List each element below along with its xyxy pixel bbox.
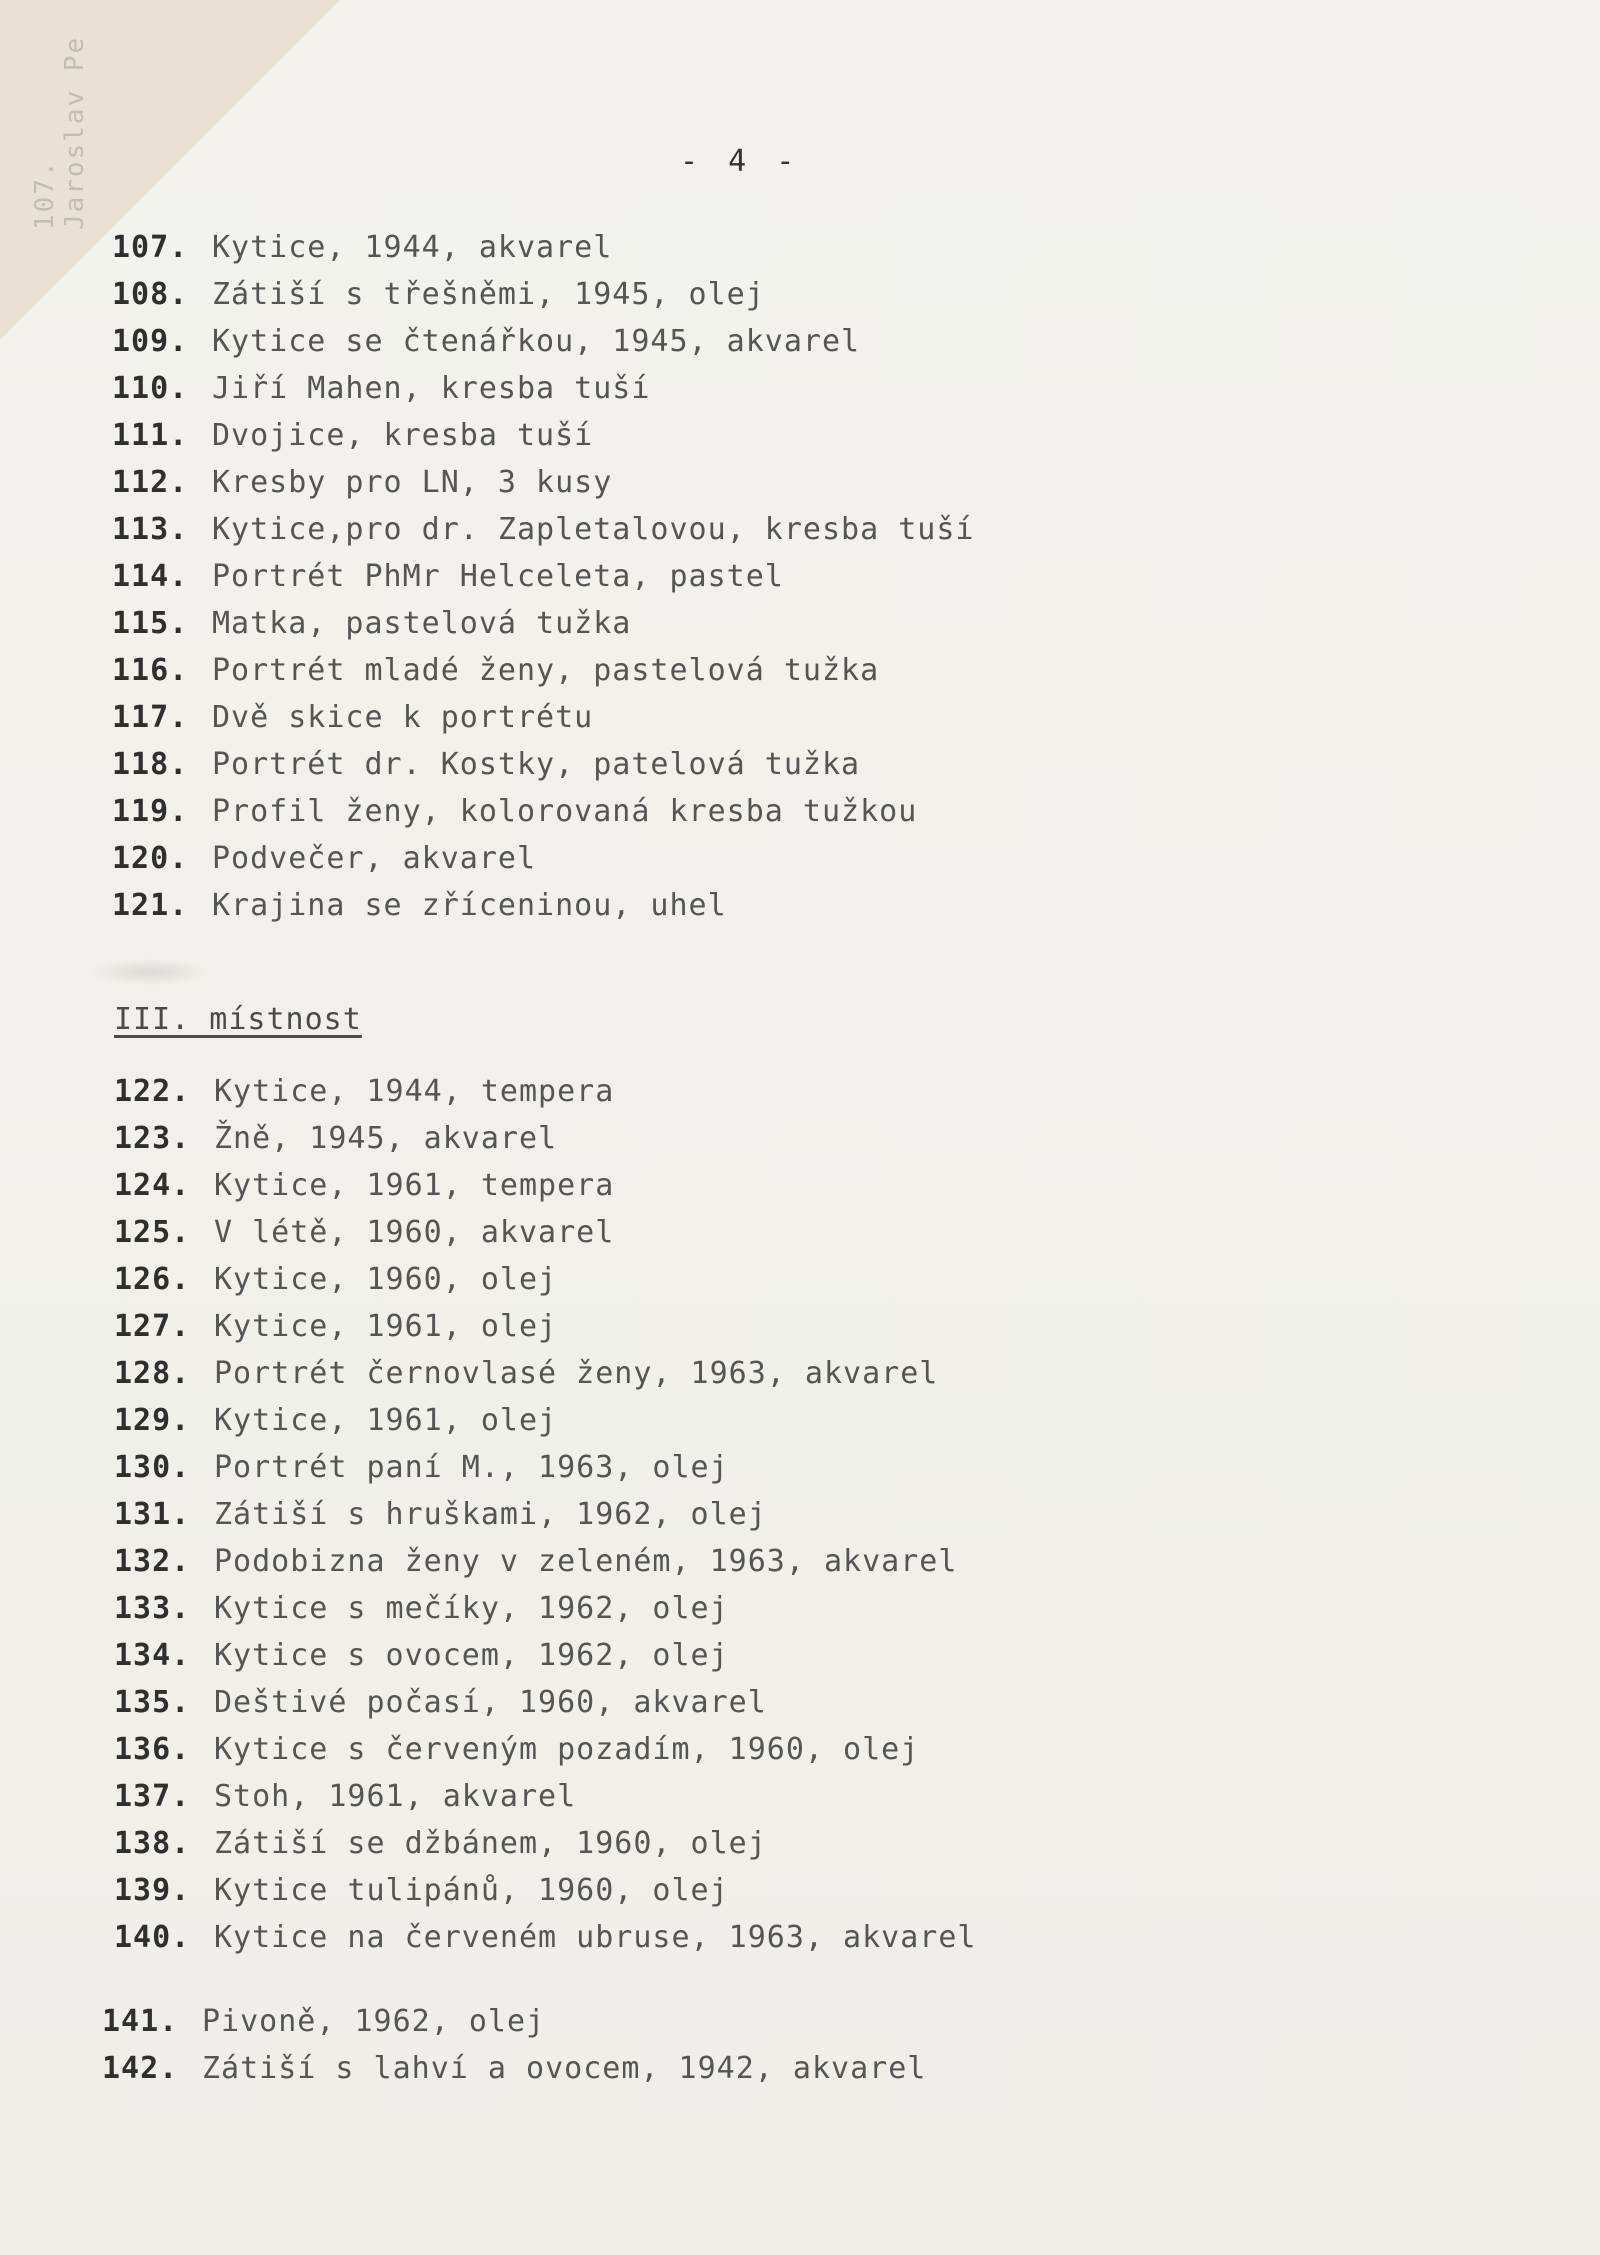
list-item (114, 1491, 976, 1538)
list-item (114, 1397, 976, 1444)
item-number: 136. (114, 1732, 191, 1767)
item-text: Kytice, 1960, olej (214, 1262, 558, 1297)
list-item (114, 1303, 976, 1350)
item-text: Pivoně, 1962, olej (202, 2004, 546, 2039)
list-item (114, 1820, 976, 1867)
list-item (112, 741, 974, 788)
item-number: 123. (114, 1121, 191, 1156)
list-item (112, 835, 974, 882)
item-number: 122. (114, 1074, 191, 1109)
item-number: 139. (114, 1873, 191, 1908)
corner-label-text: 107. Jaroslav Pe (30, 35, 90, 230)
item-text: Portrét dr. Kostky, patelová tužka (212, 747, 861, 782)
item-number: 113. (112, 512, 189, 547)
item-text: Kytice, 1944, akvarel (212, 230, 613, 265)
item-number: 137. (114, 1779, 191, 1814)
list-item (112, 694, 974, 741)
item-number: 134. (114, 1638, 191, 1673)
item-text: Dvě skice k portrétu (212, 700, 594, 735)
item-number: 133. (114, 1591, 191, 1626)
item-number: 138. (114, 1826, 191, 1861)
item-number: 130. (114, 1450, 191, 1485)
list-item (114, 1726, 976, 1773)
list-item (112, 459, 974, 506)
item-number: 115. (112, 606, 189, 641)
item-text: Kytice, 1961, olej (214, 1403, 558, 1438)
list-item (112, 647, 974, 694)
item-number: 112. (112, 465, 189, 500)
item-text: Kytice s ovocem, 1962, olej (214, 1638, 729, 1673)
item-text: Podvečer, akvarel (212, 841, 537, 876)
item-text: Krajina se zříceninou, uhel (212, 888, 727, 923)
item-number: 141. (102, 2004, 179, 2039)
item-text: Deštivé počasí, 1960, akvarel (214, 1685, 767, 1720)
item-text: Kytice, 1961, tempera (214, 1168, 615, 1203)
item-text: Stoh, 1961, akvarel (214, 1779, 577, 1814)
item-text: Kytice s mečíky, 1962, olej (214, 1591, 729, 1626)
list-item (112, 224, 974, 271)
list-item (114, 1679, 976, 1726)
list-item (102, 1998, 926, 2045)
item-text: Zátiší s třešněmi, 1945, olej (212, 277, 765, 312)
item-number: 126. (114, 1262, 191, 1297)
list-item (112, 553, 974, 600)
item-text: Zátiší se džbánem, 1960, olej (214, 1826, 767, 1861)
page-number: - 4 - (680, 144, 801, 179)
item-number: 114. (112, 559, 189, 594)
item-number: 142. (102, 2051, 179, 2086)
list-item (112, 882, 974, 929)
list-item (114, 1209, 976, 1256)
item-number: 117. (112, 700, 189, 735)
list-item (114, 1632, 976, 1679)
item-number: 132. (114, 1544, 191, 1579)
item-text: Kytice tulipánů, 1960, olej (214, 1873, 729, 1908)
list-item (114, 1256, 976, 1303)
section-heading: III. místnost (114, 1002, 362, 1037)
artwork-list-continued (102, 1998, 926, 2092)
ink-smudge (90, 958, 210, 986)
item-number: 140. (114, 1920, 191, 1955)
item-number: 121. (112, 888, 189, 923)
item-text: Kytice, 1961, olej (214, 1309, 558, 1344)
item-number: 125. (114, 1215, 191, 1250)
item-text: V létě, 1960, akvarel (214, 1215, 615, 1250)
list-item (114, 1068, 976, 1115)
item-number: 131. (114, 1497, 191, 1532)
item-text: Portrét černovlasé ženy, 1963, akvarel (214, 1356, 939, 1391)
list-item (114, 1867, 976, 1914)
list-item (114, 1914, 976, 1961)
list-item (114, 1773, 976, 1820)
item-number: 119. (112, 794, 189, 829)
list-item (114, 1350, 976, 1397)
item-text: Portrét PhMr Helceleta, pastel (212, 559, 784, 594)
item-text: Dvojice, kresba tuší (212, 418, 594, 453)
item-text: Žně, 1945, akvarel (214, 1121, 558, 1156)
item-text: Kresby pro LN, 3 kusy (212, 465, 613, 500)
item-number: 107. (112, 230, 189, 265)
item-number: 129. (114, 1403, 191, 1438)
item-text: Profil ženy, kolorovaná kresba tužkou (212, 794, 918, 829)
item-text: Matka, pastelová tužka (212, 606, 632, 641)
item-text: Kytice se čtenářkou, 1945, akvarel (212, 324, 861, 359)
item-number: 135. (114, 1685, 191, 1720)
item-number: 111. (112, 418, 189, 453)
item-text: Kytice s červeným pozadím, 1960, olej (214, 1732, 920, 1767)
item-text: Zátiší s lahví a ovocem, 1942, akvarel (202, 2051, 927, 2086)
artwork-list-room-3 (114, 1068, 976, 1961)
list-item (114, 1444, 976, 1491)
item-number: 124. (114, 1168, 191, 1203)
item-number: 128. (114, 1356, 191, 1391)
list-item (112, 412, 974, 459)
item-number: 108. (112, 277, 189, 312)
item-text: Kytice na červeném ubruse, 1963, akvarel (214, 1920, 977, 1955)
list-item (102, 2045, 926, 2092)
item-number: 109. (112, 324, 189, 359)
item-text: Portrét paní M., 1963, olej (214, 1450, 729, 1485)
list-item (114, 1538, 976, 1585)
item-number: 110. (112, 371, 189, 406)
list-item (114, 1115, 976, 1162)
item-text: Portrét mladé ženy, pastelová tužka (212, 653, 880, 688)
list-item (112, 506, 974, 553)
list-item (114, 1585, 976, 1632)
list-item (112, 365, 974, 412)
item-number: 120. (112, 841, 189, 876)
list-item (112, 271, 974, 318)
item-text: Zátiší s hruškami, 1962, olej (214, 1497, 767, 1532)
item-number: 116. (112, 653, 189, 688)
item-number: 118. (112, 747, 189, 782)
item-text: Kytice,pro dr. Zapletalovou, kresba tuší (212, 512, 975, 547)
item-text: Podobizna ženy v zeleném, 1963, akvarel (214, 1544, 958, 1579)
artwork-list-room-2 (112, 224, 974, 929)
item-text: Jiří Mahen, kresba tuší (212, 371, 651, 406)
list-item (112, 600, 974, 647)
item-text: Kytice, 1944, tempera (214, 1074, 615, 1109)
list-item (112, 788, 974, 835)
item-number: 127. (114, 1309, 191, 1344)
list-item (112, 318, 974, 365)
list-item (114, 1162, 976, 1209)
